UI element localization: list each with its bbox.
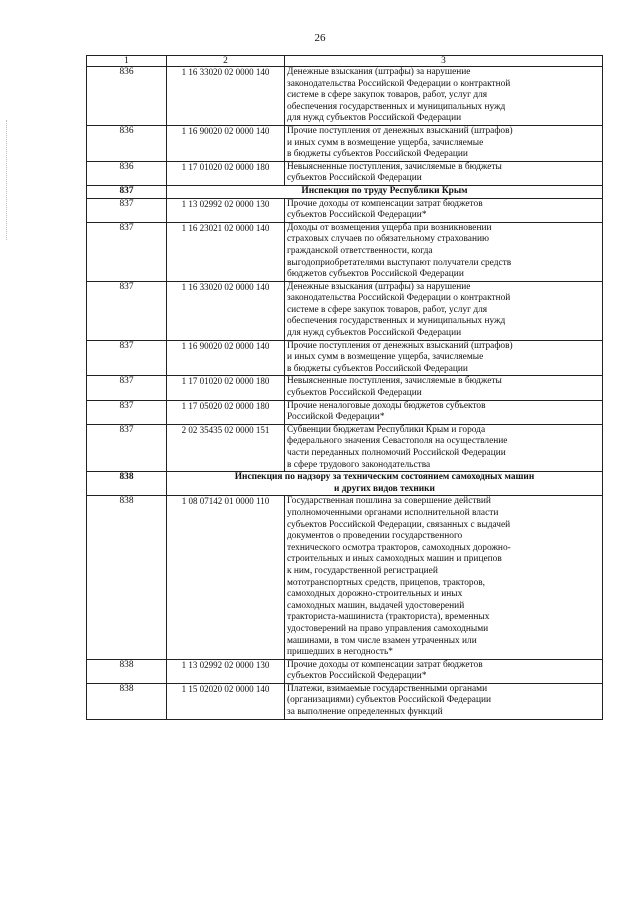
admin-code: 837 [87, 222, 167, 281]
description-line: и иных сумм в возмещение ущерба, зачисляемые [287, 137, 484, 148]
admin-code: 838 [87, 683, 167, 719]
revenue-description [285, 125, 603, 161]
revenue-description [285, 683, 603, 719]
admin-code: 838 [87, 496, 167, 659]
section-header-row [87, 185, 603, 198]
revenue-code: 1 17 01020 02 0000 180 [167, 161, 285, 185]
table-header-row [87, 56, 603, 67]
description-line: субъектов Российской Федерации, связанных с выдачей [287, 519, 511, 530]
description-line: Прочие поступления от денежных взысканий (штрафов) [287, 125, 513, 136]
admin-code: 836 [87, 161, 167, 185]
description-line: (организациями) субъектов Российской Федерации [287, 695, 491, 706]
description-line: уполномоченными органами исполнительной власти [287, 507, 499, 518]
description-line: строительных и иных самоходных машин и прицепов [287, 554, 502, 565]
description-line: субъектов Российской Федерации [287, 388, 422, 399]
description-line: Российской Федерации* [287, 412, 385, 423]
revenue-code: 1 13 02992 02 0000 130 [167, 659, 285, 683]
description-line: субъектов Российской Федерации* [287, 671, 427, 682]
description-line: Прочие доходы от компенсации затрат бюджетов [287, 198, 483, 209]
description-line: субъектов Российской Федерации* [287, 210, 427, 221]
description-line: в бюджеты субъектов Российской Федерации [287, 363, 468, 374]
admin-code: 838 [87, 472, 167, 496]
table-row [87, 198, 603, 222]
description-line: пришедших в негодность* [287, 647, 393, 658]
description-line: Субвенции бюджетам Республики Крым и города [287, 424, 486, 435]
table-row [87, 683, 603, 719]
revenue-code: 1 17 05020 02 0000 180 [167, 400, 285, 424]
description-line: законодательства Российской Федерации о контрактной [287, 293, 511, 304]
admin-code: 837 [87, 281, 167, 340]
revenue-code: 1 17 01020 02 0000 180 [167, 376, 285, 400]
revenue-code: 1 13 02992 02 0000 130 [167, 198, 285, 222]
admin-code: 837 [87, 185, 167, 198]
revenue-description [285, 340, 603, 376]
admin-code: 837 [87, 424, 167, 471]
revenue-description [285, 161, 603, 185]
revenue-description [285, 496, 603, 659]
description-line: тракториста-машиниста (тракториста), временных [287, 612, 490, 623]
revenue-description [285, 424, 603, 471]
description-line: Денежные взыскания (штрафы) за нарушение [287, 281, 471, 292]
column-header-admin-code: 1 [87, 56, 167, 67]
admin-code: 837 [87, 198, 167, 222]
description-line: для нужд субъектов Российской Федерации [287, 328, 462, 339]
table-row [87, 424, 603, 471]
revenue-code: 1 16 23021 02 0000 140 [167, 222, 285, 281]
description-line: к ним, государственной регистрацией [287, 565, 438, 576]
table-row [87, 376, 603, 400]
admin-code: 837 [87, 340, 167, 376]
revenue-description [285, 222, 603, 281]
description-line: обеспечения государственных и муниципальных нужд [287, 101, 506, 112]
description-line: мототранспортных средств, прицепов, тракторов, [287, 577, 486, 588]
admin-code: 836 [87, 67, 167, 126]
section-title-line: Инспекция по надзору за техническим состоянием самоходных машин [234, 472, 535, 483]
revenue-code: 1 15 02020 02 0000 140 [167, 683, 285, 719]
table-body [87, 67, 603, 720]
description-line: обеспечения государственных и муниципальных нужд [287, 316, 506, 327]
revenue-code: 1 16 90020 02 0000 140 [167, 340, 285, 376]
description-line: Невыясненные поступления, зачисляемые в бюджеты [287, 376, 502, 387]
revenue-description [285, 67, 603, 126]
description-line: в бюджеты субъектов Российской Федерации [287, 149, 468, 160]
description-line: машинами, в том числе взамен утраченных или [287, 635, 477, 646]
admin-code: 838 [87, 659, 167, 683]
revenue-code: 1 16 90020 02 0000 140 [167, 125, 285, 161]
revenue-description [285, 281, 603, 340]
description-line: удостоверений на право управления самоходными [287, 623, 489, 634]
description-line: Денежные взыскания (штрафы) за нарушение [287, 67, 471, 77]
admin-code: 836 [87, 125, 167, 161]
table-row [87, 496, 603, 659]
description-line: для нужд субъектов Российской Федерации [287, 113, 462, 124]
description-line: федерального значения Севастополя на осуществление [287, 436, 508, 447]
page-number: 26 [314, 32, 326, 44]
margin-mark [6, 120, 9, 240]
revenue-code: 1 08 07142 01 0000 110 [167, 496, 285, 659]
description-line: Государственная пошлина за совершение действий [287, 496, 491, 507]
column-header-revenue-code: 2 [167, 56, 285, 67]
table-row [87, 222, 603, 281]
table-row [87, 281, 603, 340]
column-header-description: 3 [285, 56, 603, 67]
description-line: Доходы от возмещения ущерба при возникновении [287, 222, 492, 233]
table-row [87, 67, 603, 126]
revenue-description [285, 376, 603, 400]
admin-code: 837 [87, 376, 167, 400]
description-line: Платежи, взимаемые государственными органами [287, 683, 488, 694]
description-line: бюджетов субъектов Российской Федерации [287, 269, 464, 280]
revenue-description [285, 198, 603, 222]
description-line: субъектов Российской Федерации [287, 173, 422, 184]
description-line: самоходных машин, выдачей удостоверений [287, 600, 465, 611]
table-row [87, 340, 603, 376]
description-line: и иных сумм в возмещение ущерба, зачисляемые [287, 352, 484, 363]
description-line: технического осмотра тракторов, самоходных дорожно- [287, 542, 511, 553]
section-header-row [87, 472, 603, 496]
admin-code: 837 [87, 400, 167, 424]
table-row [87, 125, 603, 161]
table-row [87, 161, 603, 185]
revenue-code: 1 16 33020 02 0000 140 [167, 281, 285, 340]
description-line: системе в сфере закупок товаров, работ, услуг для [287, 304, 488, 315]
description-line: законодательства Российской Федерации о контрактной [287, 78, 511, 89]
description-line: части переданных полномочий Российской Федерации [287, 448, 506, 458]
section-title [167, 472, 603, 496]
description-line: гражданской ответственности, когда [287, 245, 433, 256]
description-line: страховых случаев по обязательному страхованию [287, 234, 489, 245]
description-line: системе в сфере закупок товаров, работ, услуг для [287, 90, 488, 101]
revenue-code: 1 16 33020 02 0000 140 [167, 67, 285, 126]
description-line: за выполнение определенных функций [287, 707, 443, 718]
section-title [167, 185, 603, 198]
description-line: самоходных дорожно-строительных и иных [287, 589, 463, 600]
revenue-description [285, 400, 603, 424]
revenue-code: 2 02 35435 02 0000 151 [167, 424, 285, 471]
revenue-description [285, 659, 603, 683]
section-title-line: Инспекция по труду Республики Крым [301, 185, 468, 196]
description-line: Невыясненные поступления, зачисляемые в бюджеты [287, 161, 502, 172]
description-line: Прочие неналоговые доходы бюджетов субъектов [287, 400, 486, 411]
description-line: Прочие доходы от компенсации затрат бюджетов [287, 659, 483, 670]
description-line: Прочие поступления от денежных взысканий (штрафов) [287, 340, 513, 351]
revenue-codes-table [86, 55, 603, 720]
table-row [87, 659, 603, 683]
description-line: документов о проведении государственного [287, 531, 463, 542]
description-line: выгодоприобретателями выступают получатели средств [287, 257, 512, 268]
table-row [87, 400, 603, 424]
description-line: в сфере трудового законодательства [287, 459, 431, 470]
section-title-line: и других видов техники [334, 483, 435, 494]
